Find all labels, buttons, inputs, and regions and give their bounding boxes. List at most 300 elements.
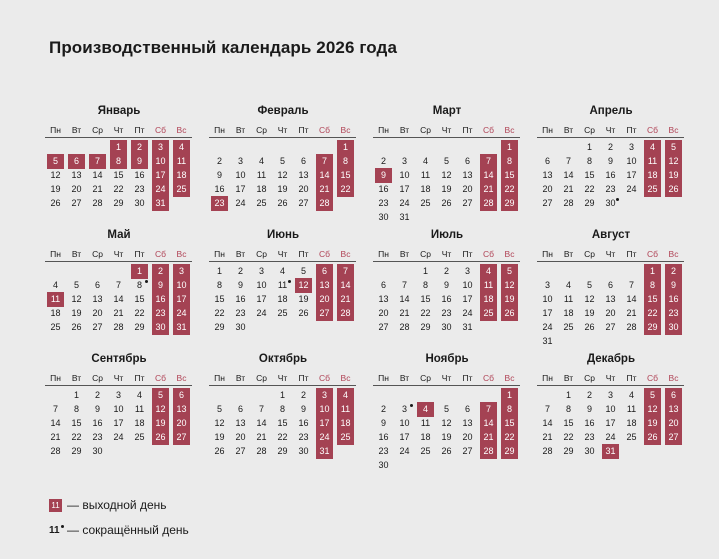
day-cell: 14: [626, 294, 637, 304]
day-cell: 24: [235, 198, 246, 208]
day-cell: 19: [584, 308, 595, 318]
day-cell-holiday: 10: [316, 402, 333, 416]
day-cell: 22: [134, 308, 145, 318]
day-cell: 25: [626, 432, 637, 442]
day-cell-holiday: 21: [337, 292, 354, 306]
day-cell-holiday: 27: [665, 430, 682, 444]
day-cell-holiday: 9: [131, 154, 148, 168]
day-cell: 1: [279, 390, 285, 400]
day-cell-holiday: 23: [152, 306, 169, 320]
weekday-label: Вт: [399, 125, 410, 135]
weekday-label: Пн: [542, 249, 553, 259]
day-cell: 13: [462, 418, 473, 428]
days-grid: [45, 140, 192, 210]
day-cell: 21: [50, 432, 61, 442]
day-cell-holiday: 28: [480, 196, 497, 210]
days-grid: [373, 388, 520, 472]
day-cell: 10: [462, 280, 473, 290]
day-cell-holiday: 11: [644, 154, 661, 168]
day-cell: 29: [134, 322, 145, 332]
day-cell-holiday: 5: [152, 388, 169, 402]
day-cell: 16: [214, 184, 225, 194]
day-cell-holiday: 2: [665, 264, 682, 278]
month-calendar: [45, 348, 193, 472]
day-cell: 19: [214, 432, 225, 442]
day-cell: 19: [298, 294, 309, 304]
weekday-label: Ср: [92, 373, 103, 383]
day-cell: 10: [626, 156, 637, 166]
days-grid: [45, 264, 192, 334]
day-cell: 15: [277, 418, 288, 428]
day-cell-holiday: 23: [211, 196, 228, 210]
weekday-label: Вт: [563, 125, 574, 135]
day-cell: 9: [586, 404, 592, 414]
day-cell: 17: [605, 418, 616, 428]
day-cell-holiday: 17: [152, 168, 169, 182]
day-cell-holiday: 29: [644, 320, 661, 334]
weekday-header: [209, 372, 356, 386]
day-cell: 7: [628, 280, 634, 290]
day-cell: 9: [216, 170, 222, 180]
day-cell-holiday: 3: [173, 264, 190, 278]
day-cell: 20: [542, 184, 553, 194]
weekday-label: Вт: [399, 249, 410, 259]
day-cell: 19: [441, 184, 452, 194]
day-cell: 10: [399, 170, 410, 180]
day-cell-holiday: 24: [316, 430, 333, 444]
day-cell: 13: [462, 170, 473, 180]
month-calendar: [537, 348, 685, 472]
day-cell: 26: [277, 198, 288, 208]
day-cell-holiday: 15: [501, 416, 518, 430]
day-cell-holiday: 29: [501, 196, 518, 210]
day-cell: 20: [92, 308, 103, 318]
day-cell: 25: [134, 432, 145, 442]
weekday-label: Чт: [605, 373, 616, 383]
day-cell: 1: [216, 266, 222, 276]
weekday-label: Ср: [256, 373, 267, 383]
day-cell-holiday: 22: [644, 306, 661, 320]
day-cell: 28: [563, 198, 574, 208]
day-cell: 27: [71, 198, 82, 208]
month-name: Август: [591, 229, 631, 241]
day-cell: 14: [563, 170, 574, 180]
day-cell: 1: [422, 266, 428, 276]
day-cell: 17: [235, 184, 246, 194]
calendar-grid: [45, 100, 685, 472]
day-cell-holiday: 24: [173, 306, 190, 320]
legend-holiday-sample: 11: [49, 499, 62, 512]
weekday-label: Ср: [256, 249, 267, 259]
day-cell-holiday: 20: [665, 416, 682, 430]
month-calendar: [209, 100, 357, 224]
day-cell-holiday: 29: [501, 444, 518, 458]
day-cell: 29: [113, 198, 124, 208]
weekday-label: Вс: [176, 125, 187, 135]
day-cell: 4: [52, 280, 58, 290]
legend-short-label: — сокращённый день: [67, 523, 189, 537]
day-cell: 24: [462, 308, 473, 318]
day-cell-holiday: 1: [501, 388, 518, 402]
day-cell: 22: [214, 308, 225, 318]
day-cell: 14: [50, 418, 61, 428]
day-cell: 4: [565, 280, 571, 290]
weekday-label: Чт: [113, 249, 124, 259]
day-cell: 8: [279, 404, 285, 414]
weekday-header: [209, 248, 356, 262]
weekday-label: Сб: [646, 249, 658, 259]
day-cell: 25: [420, 446, 431, 456]
page-title: Производственный календарь 2026 года: [49, 38, 397, 57]
day-cell: 15: [584, 170, 595, 180]
day-cell: 23: [298, 432, 309, 442]
day-cell: 31: [462, 322, 473, 332]
day-cell: 31: [399, 212, 410, 222]
day-cell: 9: [607, 156, 613, 166]
day-cell: 21: [542, 432, 553, 442]
day-cell-holiday: 15: [501, 168, 518, 182]
day-cell-holiday: 18: [480, 292, 497, 306]
weekday-label: Чт: [277, 125, 288, 135]
day-cell-holiday: 13: [665, 402, 682, 416]
day-cell-holiday: 4: [644, 140, 661, 154]
day-cell: 10: [235, 170, 246, 180]
day-cell-short: 11: [272, 278, 293, 292]
weekday-label: Вт: [235, 373, 246, 383]
day-cell: 3: [258, 266, 264, 276]
day-cell: 6: [94, 280, 100, 290]
day-cell-holiday: 10: [173, 278, 190, 292]
day-cell-holiday: 31: [173, 320, 190, 334]
day-cell: 26: [214, 446, 225, 456]
day-cell: 14: [92, 170, 103, 180]
day-cell: 2: [237, 266, 243, 276]
day-cell-holiday: 14: [337, 278, 354, 292]
day-cell: 30: [134, 198, 145, 208]
day-cell-holiday: 20: [316, 292, 333, 306]
day-cell: 17: [462, 294, 473, 304]
day-cell: 11: [420, 418, 431, 428]
day-cell: 12: [441, 418, 452, 428]
day-cell: 15: [420, 294, 431, 304]
day-cell: 5: [586, 280, 592, 290]
month-name: Декабрь: [586, 353, 636, 365]
day-cell-holiday: 28: [316, 196, 333, 210]
weekday-header: [537, 124, 684, 138]
day-cell: 3: [628, 142, 634, 152]
day-cell: 16: [298, 418, 309, 428]
day-cell-holiday: 1: [644, 264, 661, 278]
day-cell: 30: [378, 212, 389, 222]
weekday-label: Ср: [92, 125, 103, 135]
day-cell-holiday: 15: [644, 292, 661, 306]
day-cell: 13: [378, 294, 389, 304]
month-name: Март: [432, 105, 462, 117]
day-cell: 26: [50, 198, 61, 208]
day-cell-holiday: 6: [173, 388, 190, 402]
weekday-label: Вс: [504, 373, 515, 383]
day-cell-holiday: 4: [417, 402, 434, 416]
weekday-label: Сб: [482, 125, 494, 135]
day-cell-holiday: 17: [173, 292, 190, 306]
day-cell: 4: [422, 156, 428, 166]
day-cell-holiday: 19: [665, 168, 682, 182]
day-cell: 31: [542, 336, 553, 346]
month-name: Май: [107, 229, 131, 241]
day-cell: 13: [542, 170, 553, 180]
weekday-label: Пн: [378, 249, 389, 259]
month-name: Январь: [97, 105, 141, 117]
day-cell: 18: [563, 308, 574, 318]
day-cell-holiday: 11: [480, 278, 497, 292]
weekday-label: Чт: [605, 125, 616, 135]
day-cell: 7: [544, 404, 550, 414]
day-cell-holiday: 1: [501, 140, 518, 154]
day-cell: 21: [113, 308, 124, 318]
day-cell: 22: [584, 184, 595, 194]
day-cell: 18: [420, 184, 431, 194]
weekday-label: Вс: [340, 125, 351, 135]
month-calendar: [373, 224, 521, 348]
day-cell: 6: [544, 156, 550, 166]
day-cell: 7: [401, 280, 407, 290]
weekday-header: [45, 124, 192, 138]
month-name: Ноябрь: [425, 353, 469, 365]
day-cell-holiday: 25: [337, 430, 354, 444]
weekday-label: Ср: [584, 373, 595, 383]
day-cell-holiday: 24: [152, 182, 169, 196]
day-cell: 13: [605, 294, 616, 304]
day-cell-holiday: 14: [316, 168, 333, 182]
day-cell: 2: [380, 404, 386, 414]
weekday-label: Пт: [626, 249, 637, 259]
day-cell: 10: [399, 418, 410, 428]
day-cell: 2: [216, 156, 222, 166]
day-cell: 23: [584, 432, 595, 442]
day-cell: 20: [462, 432, 473, 442]
days-grid: [209, 140, 356, 210]
weekday-header: [537, 248, 684, 262]
day-cell-holiday: 25: [173, 182, 190, 196]
day-cell-holiday: 21: [316, 182, 333, 196]
weekday-label: Пт: [134, 373, 145, 383]
day-cell-holiday: 22: [501, 182, 518, 196]
month-name: Июнь: [266, 229, 300, 241]
weekday-label: Пт: [462, 125, 473, 135]
day-cell: 24: [399, 446, 410, 456]
day-cell: 6: [607, 280, 613, 290]
day-cell: 29: [71, 446, 82, 456]
month-calendar: [373, 100, 521, 224]
weekday-label: Пн: [214, 373, 225, 383]
day-cell: 24: [626, 184, 637, 194]
day-cell: 25: [256, 198, 267, 208]
day-cell-holiday: 28: [337, 306, 354, 320]
day-cell-holiday: 30: [665, 320, 682, 334]
day-cell-holiday: 10: [152, 154, 169, 168]
weekday-label: Ср: [256, 125, 267, 135]
day-cell-holiday: 25: [480, 306, 497, 320]
day-cell: 2: [94, 390, 100, 400]
day-cell-holiday: 27: [173, 430, 190, 444]
weekday-label: Вт: [563, 249, 574, 259]
weekday-label: Сб: [482, 249, 494, 259]
day-cell: 11: [256, 170, 267, 180]
day-cell-short: 3: [394, 402, 415, 416]
day-cell: 16: [134, 170, 145, 180]
day-cell-holiday: 7: [89, 154, 106, 168]
day-cell: 22: [71, 432, 82, 442]
weekday-label: Вс: [504, 249, 515, 259]
day-cell: 17: [626, 170, 637, 180]
day-cell: 4: [279, 266, 285, 276]
day-cell-holiday: 15: [337, 168, 354, 182]
weekday-label: Пн: [214, 249, 225, 259]
day-cell: 26: [584, 322, 595, 332]
day-cell: 10: [113, 404, 124, 414]
weekday-label: Пн: [50, 125, 61, 135]
weekday-label: Пт: [298, 373, 309, 383]
day-cell: 2: [380, 156, 386, 166]
day-cell: 21: [256, 432, 267, 442]
day-cell: 16: [92, 418, 103, 428]
day-cell: 8: [216, 280, 222, 290]
day-cell: 11: [563, 294, 574, 304]
day-cell-holiday: 14: [480, 416, 497, 430]
day-cell: 17: [542, 308, 553, 318]
day-cell-holiday: 21: [480, 430, 497, 444]
legend-short: [49, 522, 189, 538]
day-cell: 8: [422, 280, 428, 290]
day-cell-holiday: 5: [47, 154, 64, 168]
day-cell-holiday: 31: [602, 444, 619, 458]
day-cell: 29: [277, 446, 288, 456]
day-cell: 9: [94, 404, 100, 414]
day-cell-holiday: 12: [501, 278, 518, 292]
day-cell: 29: [420, 322, 431, 332]
day-cell-holiday: 13: [173, 402, 190, 416]
month-name: Апрель: [589, 105, 633, 117]
day-cell-holiday: 9: [152, 278, 169, 292]
weekday-label: Пт: [134, 249, 145, 259]
day-cell-holiday: 27: [316, 306, 333, 320]
day-cell-holiday: 8: [501, 402, 518, 416]
day-cell: 27: [605, 322, 616, 332]
day-cell: 29: [214, 322, 225, 332]
weekday-label: Чт: [113, 373, 124, 383]
day-cell: 29: [563, 446, 574, 456]
day-cell: 9: [443, 280, 449, 290]
weekday-header: [373, 124, 520, 138]
day-cell: 20: [378, 308, 389, 318]
day-cell: 14: [256, 418, 267, 428]
day-cell: 5: [443, 156, 449, 166]
day-cell: 13: [92, 294, 103, 304]
day-cell: 12: [71, 294, 82, 304]
day-cell-holiday: 11: [337, 402, 354, 416]
day-cell: 7: [565, 156, 571, 166]
day-cell-holiday: 9: [375, 168, 392, 182]
day-cell: 2: [443, 266, 449, 276]
day-cell-holiday: 11: [173, 154, 190, 168]
day-cell: 13: [298, 170, 309, 180]
day-cell-holiday: 2: [131, 140, 148, 154]
day-cell: 2: [607, 142, 613, 152]
weekday-label: Вс: [340, 249, 351, 259]
day-cell: 11: [134, 404, 145, 414]
weekday-label: Чт: [441, 249, 452, 259]
day-cell: 4: [628, 390, 634, 400]
weekday-label: Пт: [626, 125, 637, 135]
day-cell-holiday: 16: [665, 292, 682, 306]
weekday-label: Ср: [420, 373, 431, 383]
weekday-label: Пн: [542, 373, 553, 383]
day-cell: 6: [237, 404, 243, 414]
day-cell: 4: [258, 156, 264, 166]
day-cell-holiday: 1: [110, 140, 127, 154]
weekday-label: Чт: [605, 249, 616, 259]
weekday-label: Чт: [277, 249, 288, 259]
day-cell: 5: [300, 266, 306, 276]
day-cell: 27: [542, 198, 553, 208]
day-cell: 11: [420, 170, 431, 180]
weekday-label: Ср: [584, 249, 595, 259]
day-cell: 14: [542, 418, 553, 428]
day-cell: 28: [92, 198, 103, 208]
day-cell: 13: [235, 418, 246, 428]
day-cell: 28: [113, 322, 124, 332]
weekday-label: Чт: [441, 125, 452, 135]
day-cell: 30: [298, 446, 309, 456]
weekday-label: Сб: [318, 373, 330, 383]
day-cell-holiday: 3: [152, 140, 169, 154]
day-cell: 22: [420, 308, 431, 318]
month-calendar: [45, 224, 193, 348]
month-calendar: [209, 348, 357, 472]
day-cell-holiday: 28: [480, 444, 497, 458]
day-cell: 3: [237, 156, 243, 166]
day-cell: 18: [277, 294, 288, 304]
day-cell: 21: [563, 184, 574, 194]
days-grid: [209, 264, 356, 334]
day-cell-holiday: 14: [480, 168, 497, 182]
day-cell: 18: [626, 418, 637, 428]
month-calendar: [537, 224, 685, 348]
day-cell-holiday: 6: [665, 388, 682, 402]
day-cell-holiday: 4: [173, 140, 190, 154]
day-cell-holiday: 20: [173, 416, 190, 430]
weekday-label: Сб: [154, 373, 166, 383]
day-cell: 22: [113, 184, 124, 194]
day-cell: 3: [464, 266, 470, 276]
day-cell: 10: [605, 404, 616, 414]
day-cell: 23: [134, 184, 145, 194]
day-cell: 12: [277, 170, 288, 180]
day-cell-short: 8: [129, 278, 150, 292]
day-cell: 6: [464, 156, 470, 166]
weekday-label: Вт: [71, 125, 82, 135]
day-cell-holiday: 19: [644, 416, 661, 430]
day-cell: 17: [399, 432, 410, 442]
weekday-label: Пт: [298, 249, 309, 259]
weekday-header: [209, 124, 356, 138]
day-cell: 6: [300, 156, 306, 166]
day-cell: 13: [71, 170, 82, 180]
day-cell: 28: [542, 446, 553, 456]
day-cell-holiday: 23: [665, 306, 682, 320]
day-cell-holiday: 31: [316, 444, 333, 458]
legend-holiday-label: — выходной день: [67, 498, 167, 512]
